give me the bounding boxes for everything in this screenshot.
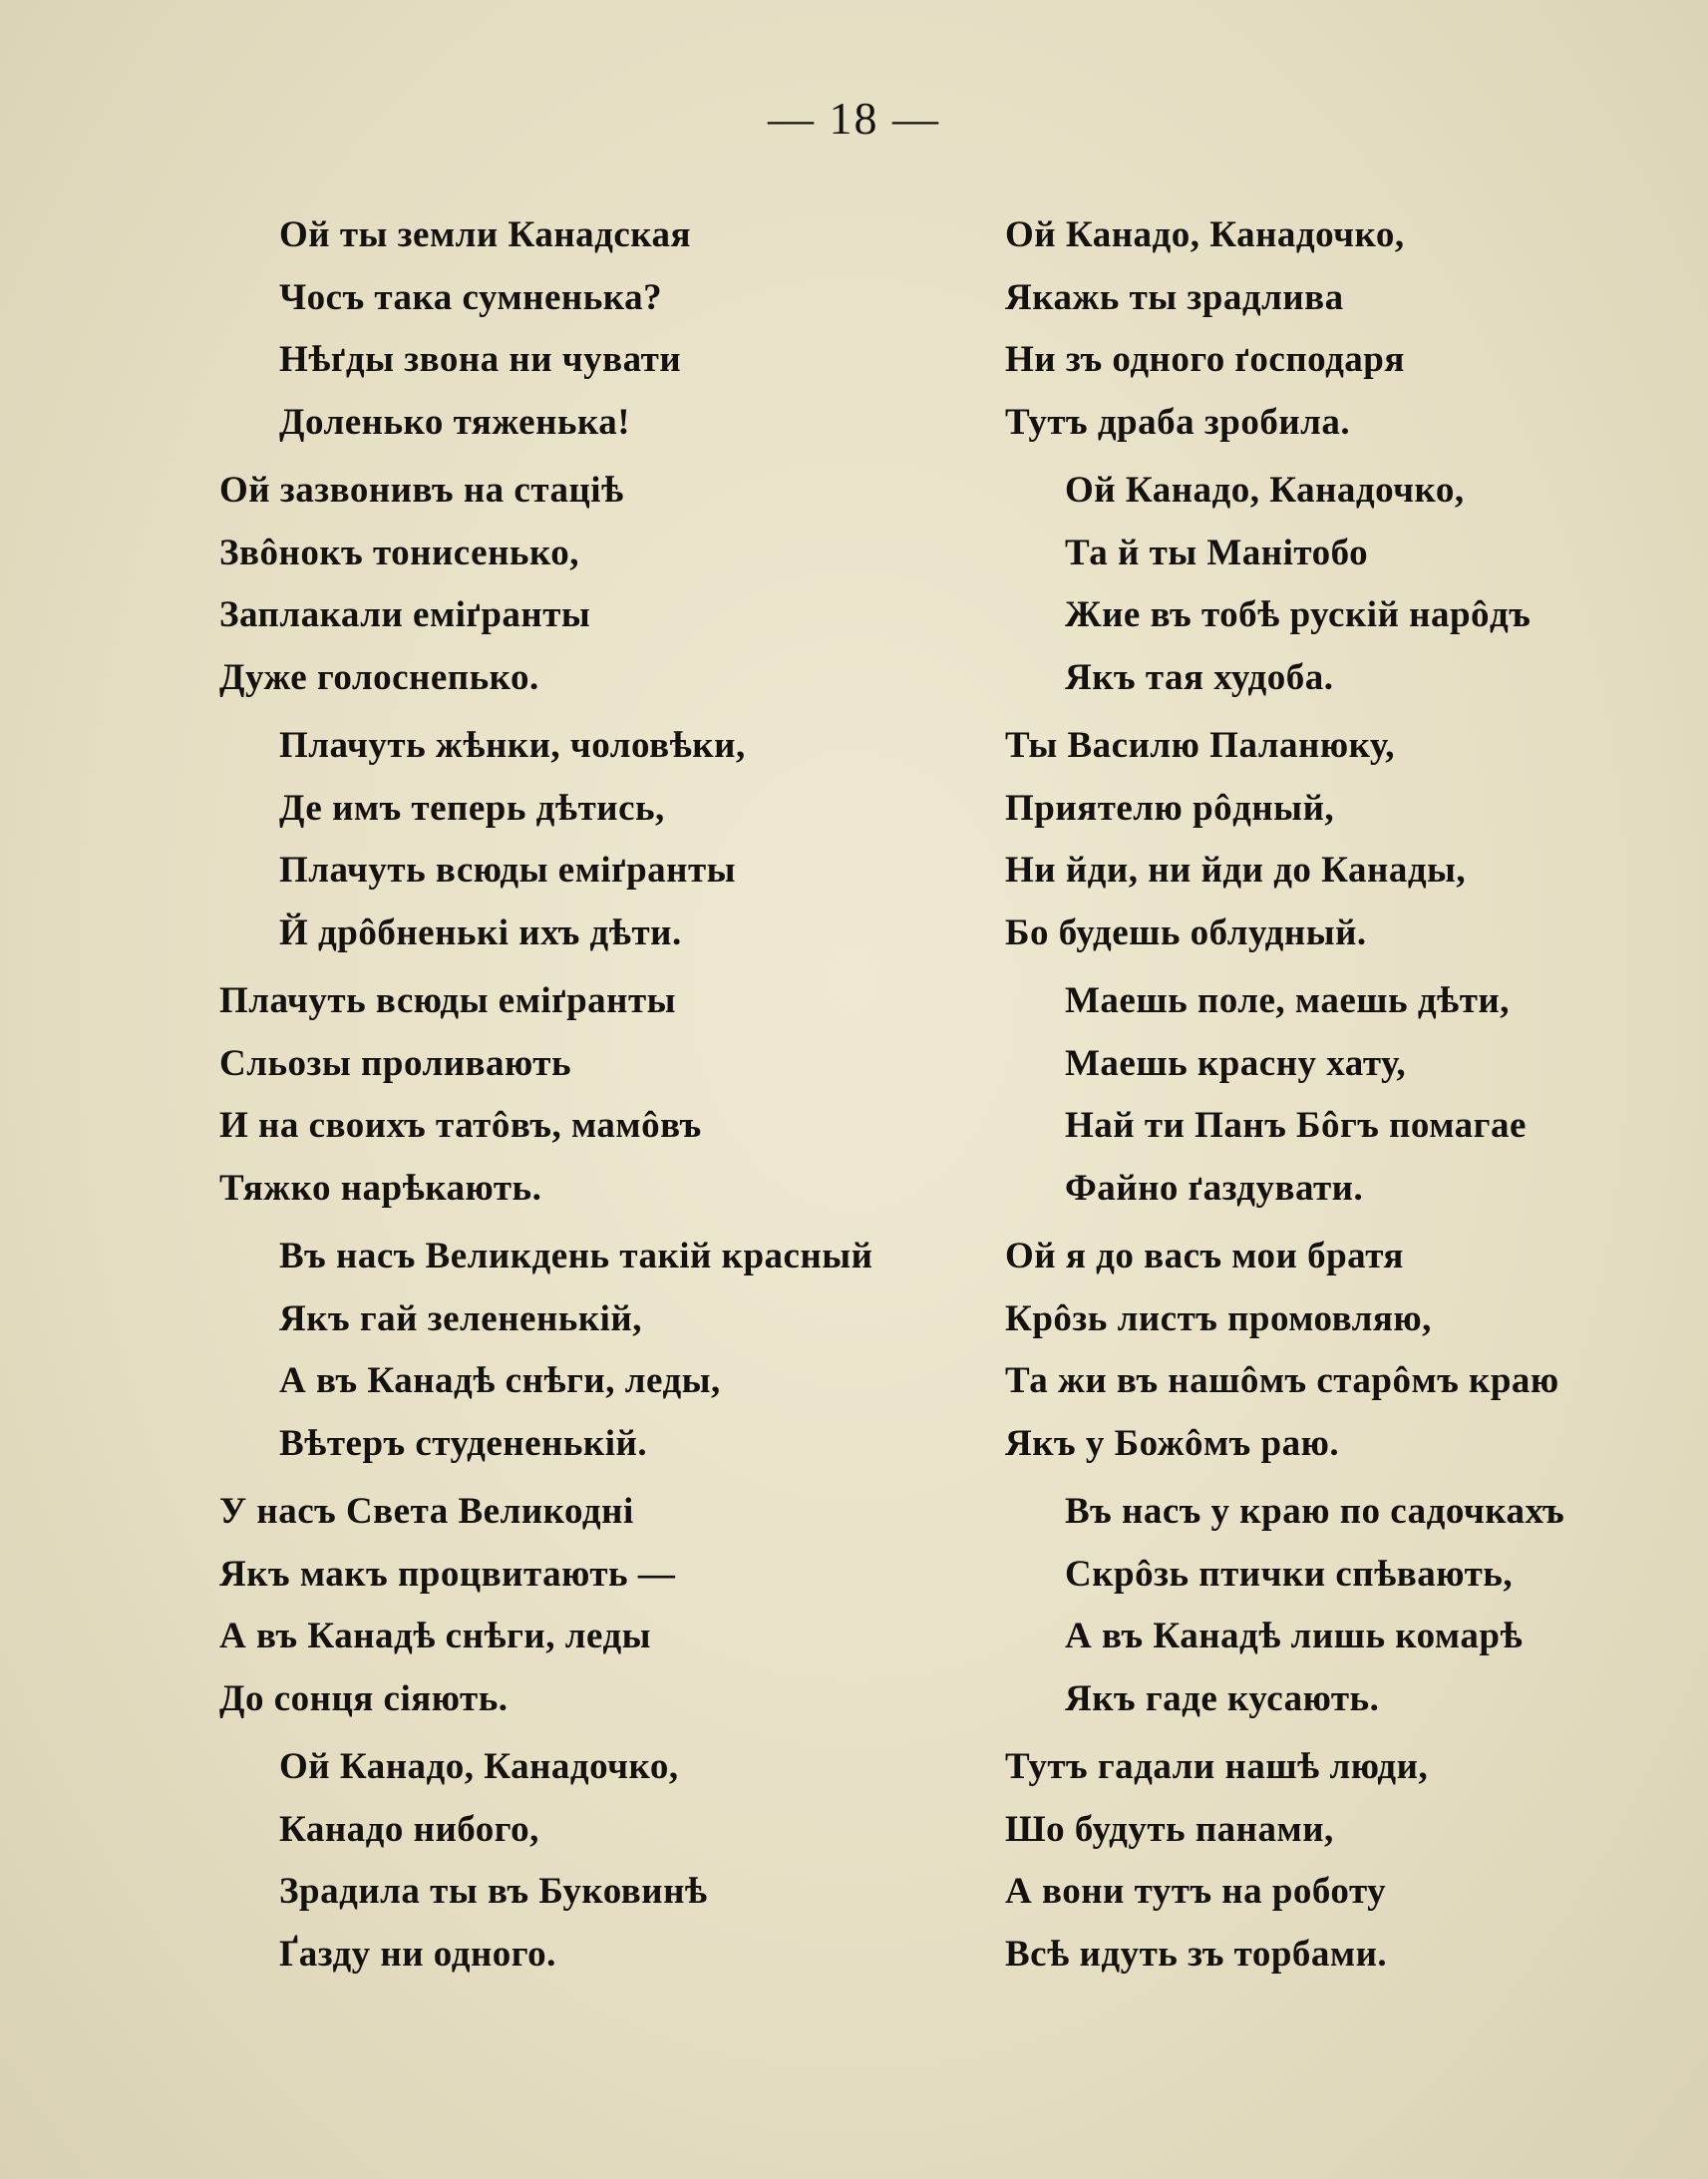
verse-line: Якажь ты зрадлива <box>1005 276 1344 318</box>
verse-line: А въ Канадѣ снѣги, леды, <box>279 1360 721 1401</box>
verse-line: Тяжко нарѣкають. <box>219 1167 542 1209</box>
verse-line: Ни йди, ни йди до Канады, <box>1005 850 1467 891</box>
verse-line: Ой зазвонивъ на стаціѣ <box>219 470 624 511</box>
verse-line: Ты Василю Паланюку, <box>1005 725 1395 766</box>
right-column <box>1005 204 1693 1992</box>
verse-line: Якъ гаде кусають. <box>1065 1677 1380 1719</box>
verse-line: Шо будуть панами, <box>1005 1808 1334 1850</box>
stanza <box>219 970 937 1220</box>
stanza <box>219 715 937 964</box>
verse-line: Нѣґды звона ни чувати <box>279 339 682 380</box>
stanza <box>1005 1226 1693 1475</box>
left-column <box>219 204 937 1992</box>
verse-line: Вѣтеръ студененькій. <box>279 1422 648 1464</box>
verse-line: Ой Канадо, Канадочко, <box>1065 470 1465 511</box>
stanza <box>219 1736 937 1986</box>
verse-line: Канадо нибого, <box>279 1808 539 1850</box>
verse-line: Въ насъ Великдень такій красный <box>279 1236 873 1276</box>
verse-line: Най ти Панъ Бôгъ помагае <box>1065 1105 1527 1146</box>
stanza <box>219 1226 937 1475</box>
verse-line: Скрôзь птички спѣвають, <box>1065 1553 1514 1595</box>
verse-line: Плачуть жѣнки, чоловѣки, <box>279 725 746 766</box>
verse-line: А въ Канадѣ снѣги, леды <box>219 1616 652 1656</box>
verse-line: Ни зъ одного ґосподаря <box>1005 339 1405 380</box>
verse-line: Жие въ тобѣ рускій нарôдъ <box>1065 594 1532 635</box>
verse-line: Якъ гай зелененькій, <box>279 1297 642 1339</box>
verse-line: А въ Канадѣ лишь комарѣ <box>1065 1616 1524 1656</box>
verse-line: Чосъ така сумненька? <box>279 276 663 318</box>
page-number: — 18 — <box>768 93 940 144</box>
verse-line: Якъ у Божôмъ раю. <box>1005 1422 1340 1464</box>
verse-line: До сонця сіяють. <box>219 1677 509 1719</box>
stanza <box>1005 1481 1693 1730</box>
stanza <box>1005 970 1693 1220</box>
stanza <box>1005 715 1693 964</box>
verse-line: Заплакали еміґранты <box>219 594 591 635</box>
verse-line: Дуже голоснепько. <box>219 656 539 698</box>
stanza <box>1005 204 1693 454</box>
verse-line: Бо будешь облудный. <box>1005 911 1367 953</box>
verse-line: Доленько тяженька! <box>279 401 631 443</box>
verse-line: Сльозы проливають <box>219 1042 572 1084</box>
verse-line: Ой Канадо, Канадочко, <box>1005 214 1405 255</box>
verse-line: Плачуть всюды еміґранты <box>219 980 677 1021</box>
verse-line: Файно ґаздувати. <box>1065 1167 1364 1209</box>
verse-line: Плачуть всюды еміґранты <box>279 850 737 891</box>
verse-line: Крôзь листъ промовляю, <box>1005 1297 1432 1339</box>
verse-line: Та й ты Манітобо <box>1065 532 1369 573</box>
verse-line: Тутъ гадали нашѣ люди, <box>1005 1746 1429 1787</box>
verse-line: Тутъ драба зробила. <box>1005 401 1351 443</box>
verse-line: Де имъ теперь дѣтись, <box>279 787 665 829</box>
stanza <box>1005 460 1693 709</box>
verse-line: А вони тутъ на роботу <box>1005 1871 1387 1912</box>
verse-line: И на своихъ татôвъ, мамôвъ <box>219 1105 702 1146</box>
verse-line: Приятелю рôдный, <box>1005 787 1335 829</box>
verse-line: Якъ тая худоба. <box>1065 656 1334 698</box>
verse-line: Звôнокъ тонисенько, <box>219 532 580 573</box>
verse-line: Маешь поле, маешь дѣти, <box>1065 980 1510 1021</box>
stanza <box>219 204 937 454</box>
stanza <box>219 1481 937 1730</box>
verse-line: Ой Канадо, Канадочко, <box>279 1746 679 1787</box>
verse-line: Зрадила ты въ Буковинѣ <box>279 1871 708 1912</box>
verse-line: Й дрôбненькі ихъ дѣти. <box>279 911 682 953</box>
verse-line: Та жи въ нашôмъ старôмъ краю <box>1005 1360 1559 1401</box>
verse-line: Ґазду ни одного. <box>279 1933 556 1975</box>
stanza <box>219 460 937 709</box>
verse-line: Маешь красну хату, <box>1065 1042 1407 1084</box>
verse-line: У насъ Света Великодні <box>219 1491 634 1532</box>
verse-line: Ой ты земли Канадская <box>279 214 692 255</box>
verse-line: Якъ макъ процвитають — <box>219 1553 676 1595</box>
verse-line: Въ насъ у краю по садочкахъ <box>1065 1491 1565 1532</box>
verse-line: Всѣ идуть зъ торбами. <box>1005 1933 1388 1975</box>
stanza <box>1005 1736 1693 1986</box>
verse-line: Ой я до васъ мои братя <box>1005 1236 1404 1276</box>
